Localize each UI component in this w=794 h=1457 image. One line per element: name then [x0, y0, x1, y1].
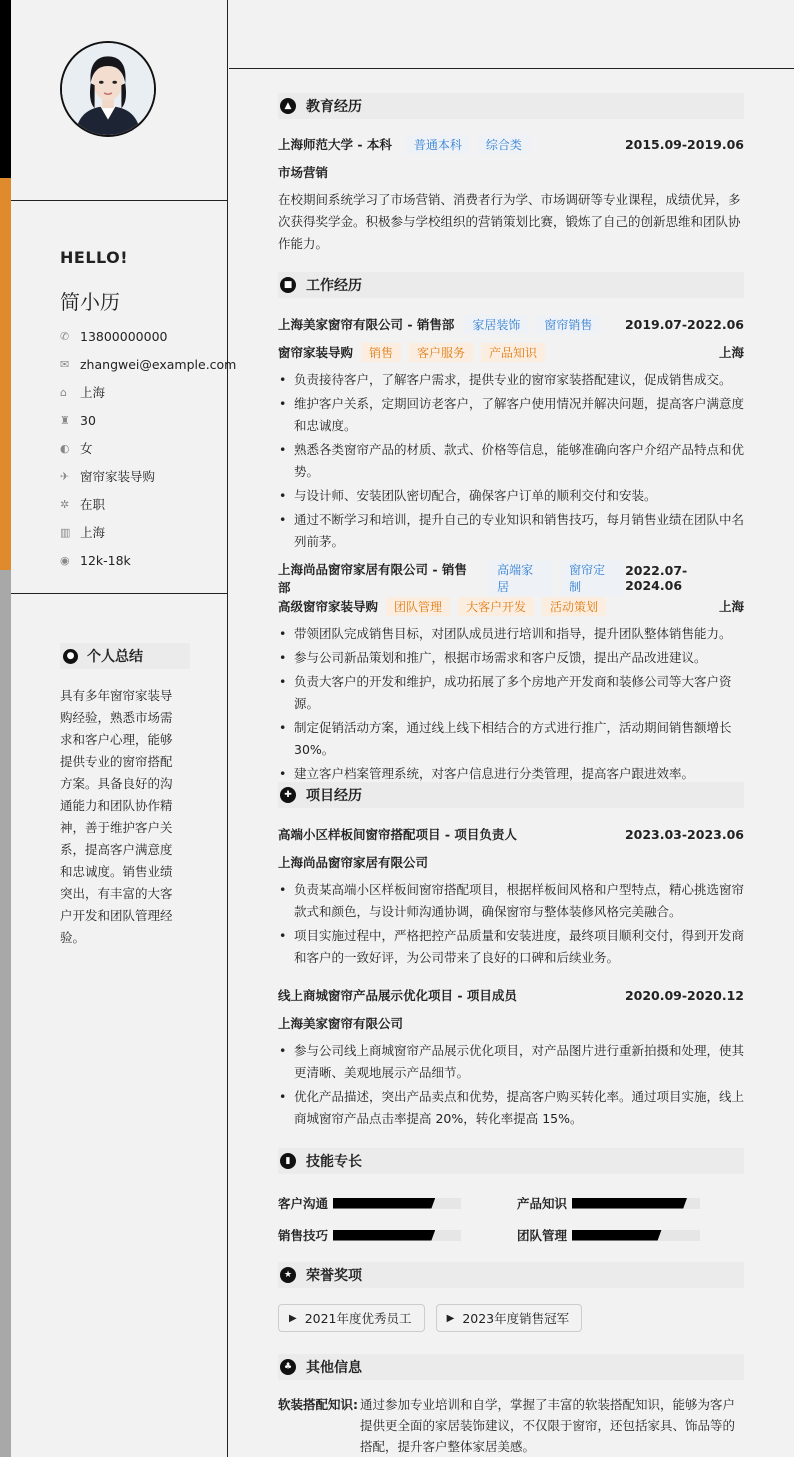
skill-bar — [572, 1230, 700, 1241]
award-item — [436, 1304, 583, 1332]
job-skill-tag: 团队管理 — [386, 597, 450, 616]
other-key: 软装搭配知识: — [278, 1397, 358, 1412]
award-item — [278, 1304, 425, 1332]
list-item: • 建立客户档案管理系统，对客户信息进行分类管理，提高客户跟进效率。 — [278, 763, 744, 785]
skills-heading — [278, 1148, 744, 1174]
contact-text: 女 — [80, 441, 93, 456]
award-label: 2023年度销售冠军 — [462, 1311, 570, 1326]
contact-row — [60, 406, 228, 434]
job-entry — [278, 313, 744, 553]
summary-title: 个人总结 — [87, 649, 143, 665]
project-date: 2020.09-2020.12 — [624, 987, 744, 1003]
project-date: 2023.03-2023.06 — [624, 826, 744, 842]
work-heading — [278, 272, 744, 298]
list-item: • 通过不断学习和培训，提升自己的专业知识和销售技巧，每月销售业绩在团队中名列前茅。 — [278, 509, 744, 553]
other-value: 通过参加专业培训和自学，掌握了丰富的软装搭配知识，能够为客户提供更全面的家居装饰建议，不仅限于窗帘，还包括家具、饰品等的搭配，提升客户整体家居美感。 — [360, 1397, 736, 1454]
work-title: 工作经历 — [306, 278, 362, 294]
contact-text: 12k-18k — [80, 552, 131, 568]
candidate-name: 简小历 — [60, 290, 120, 314]
job-skill-tag: 活动策划 — [542, 597, 606, 616]
sidebar — [11, 0, 237, 1457]
contact-text: 30 — [80, 412, 96, 428]
contact-row — [60, 434, 228, 462]
briefcase-icon: ■ — [280, 277, 296, 293]
summary-text: 具有多年窗帘家装导购经验，熟悉市场需求和客户心理，能够提供专业的窗帘搭配方案。具备良好的沟通能力和团队协作精神，善于维护客户关系，提高客户满意度和忠诚度。销售业绩突出，有丰富的大客户开发和团队管理经验。 — [60, 688, 173, 945]
contact-row — [60, 490, 228, 518]
job-entry — [278, 562, 744, 785]
left-color-stripe — [0, 0, 11, 1457]
medal-icon: ★ — [280, 1267, 296, 1283]
school-name: 上海师范大学 - 本科 — [278, 137, 392, 152]
age-icon: ♜ — [60, 413, 70, 427]
job-company-row — [278, 562, 744, 595]
skill-bar — [333, 1230, 461, 1241]
skill-item — [278, 1194, 461, 1212]
job-company: 上海尚品窗帘家居有限公司 - 销售部 — [278, 562, 467, 595]
graduation-cap-icon: ▲ — [280, 98, 296, 114]
education-row — [278, 133, 744, 155]
list-item: • 熟悉各类窗帘产品的材质、款式、价格等信息，能够准确向客户介绍产品特点和优势。 — [278, 439, 744, 483]
list-item: • 项目实施过程中，严格把控产品质量和安装进度，最终项目顺利交付，得到开发商和客户的一致好评，为公司带来了良好的口碑和后续业务。 — [278, 925, 744, 969]
contact-text: 上海 — [80, 525, 106, 540]
other-row — [278, 1394, 744, 1457]
skill-bar — [572, 1198, 700, 1209]
other-heading — [278, 1354, 744, 1380]
project-name-row — [278, 823, 744, 845]
skill-name: 销售技巧 — [278, 1228, 329, 1243]
stripe-black — [0, 0, 11, 178]
education-heading — [278, 93, 744, 119]
job-bullets — [278, 623, 744, 785]
contact-row — [60, 518, 228, 546]
projects-heading — [278, 782, 744, 808]
award-label: 2021年度优秀员工 — [304, 1311, 412, 1326]
skill-bar-fill — [572, 1230, 662, 1241]
skill-bar-fill — [333, 1198, 435, 1209]
other-section — [278, 1354, 744, 1457]
skill-name: 产品知识 — [517, 1196, 568, 1211]
job-tag: 窗帘定制 — [561, 560, 625, 596]
contact-text: zhangwei@example.com — [80, 356, 237, 372]
job-position-row — [278, 595, 744, 617]
email-icon: ✉ — [60, 357, 70, 371]
contact-row — [60, 378, 228, 406]
education-date: 2015.09-2019.06 — [624, 136, 744, 152]
job-skill-tag: 销售 — [361, 343, 401, 362]
play-triangle-icon: ▶ — [446, 1312, 455, 1324]
job-position-row — [278, 341, 744, 363]
education-title: 教育经历 — [306, 99, 362, 115]
skill-name: 团队管理 — [517, 1228, 568, 1243]
contact-row — [60, 462, 228, 490]
summary-heading — [60, 643, 190, 669]
list-item: • 负责某高端小区样板间窗帘搭配项目，根据样板间风格和户型特点，精心挑选窗帘款式和颜色，与设计师沟通协调，确保窗帘与整体装修风格完美融合。 — [278, 879, 744, 923]
skills-title: 技能专长 — [306, 1154, 362, 1170]
skills-section — [278, 1148, 744, 1248]
other-title: 其他信息 — [306, 1360, 362, 1376]
job-skill-tag: 客户服务 — [409, 343, 473, 362]
play-triangle-icon: ▶ — [289, 1312, 297, 1324]
list-item: • 负责接待客户，了解客户需求，提供专业的窗帘家装搭配建议，促成销售成交。 — [278, 369, 744, 391]
project-bullets — [278, 879, 744, 969]
list-item: • 参与公司线上商城窗帘产品展示优化项目，对产品图片进行重新拍摄和处理，使其更清晰、美观地展示产品细节。 — [278, 1040, 744, 1084]
main-content — [229, 0, 794, 1457]
contact-text: 在职 — [80, 497, 106, 512]
job-position: 高级窗帘家装导购 — [278, 599, 379, 614]
project-name: 线上商城窗帘产品展示优化项目 - 项目成员 — [278, 988, 517, 1003]
work-section — [278, 272, 744, 787]
avatar — [60, 41, 156, 137]
projects-title: 项目经历 — [306, 788, 362, 804]
projects-section — [278, 782, 744, 1132]
major-name: 市场营销 — [278, 165, 329, 180]
home-icon: ⌂ — [60, 385, 67, 399]
city-icon: ▥ — [60, 525, 71, 539]
project-bullets — [278, 1040, 744, 1130]
user-icon: ● — [63, 649, 78, 664]
hello-heading: HELLO! — [60, 248, 129, 267]
education-description: 在校期间系统学习了市场营销、消费者行为学、市场调研等专业课程，成绩优异，多次获得奖学金。积极参与学校组织的营销策划比赛，锻炼了自己的创新思维和团队协作能力。 — [278, 192, 741, 251]
stripe-orange — [0, 178, 11, 570]
education-section — [278, 93, 744, 255]
project-entry — [278, 823, 744, 969]
salary-icon: ◉ — [60, 553, 70, 567]
job-bullets — [278, 369, 744, 553]
project-entry — [278, 984, 744, 1130]
education-tag: 综合类 — [478, 135, 530, 154]
project-company: 上海尚品窗帘家居有限公司 — [278, 855, 429, 870]
major-row — [278, 161, 744, 183]
skill-bar-fill — [572, 1198, 687, 1209]
contact-list — [60, 322, 237, 574]
contact-row — [60, 322, 228, 350]
contact-text: 13800000000 — [80, 328, 168, 344]
job-icon: ✈ — [60, 469, 70, 483]
awards-title: 荣誉奖项 — [306, 1268, 362, 1284]
project-company: 上海美家窗帘有限公司 — [278, 1016, 404, 1031]
project-name-row — [278, 984, 744, 1006]
list-item: • 制定促销活动方案，通过线上线下相结合的方式进行推广，活动期间销售额增长30%。 — [278, 717, 744, 761]
stripe-gray — [0, 570, 11, 1457]
list-item: • 维护客户关系，定期回访老客户，了解客户使用情况并解决问题，提高客户满意度和忠诚度。 — [278, 393, 744, 437]
job-company-row — [278, 313, 744, 335]
contact-text: 窗帘家装导购 — [80, 469, 156, 484]
avatar-portrait-icon — [62, 43, 154, 135]
skill-name: 客户沟通 — [278, 1196, 329, 1211]
job-city: 上海 — [718, 345, 744, 360]
contact-row — [60, 546, 228, 574]
list-item: • 参与公司新品策划和推广，根据市场需求和客户反馈，提出产品改进建议。 — [278, 647, 744, 669]
skill-bar-fill — [333, 1230, 435, 1241]
job-position: 窗帘家装导购 — [278, 345, 354, 360]
awards-section — [278, 1262, 744, 1332]
job-skill-tag: 产品知识 — [481, 343, 545, 362]
job-tag: 高端家居 — [489, 560, 553, 596]
contact-row — [60, 350, 237, 378]
education-tag: 普通本科 — [406, 135, 470, 154]
contact-text: 上海 — [80, 385, 106, 400]
job-date: 2022.07-2024.06 — [625, 563, 688, 593]
grid-icon: ✚ — [280, 787, 296, 803]
job-city: 上海 — [718, 599, 744, 614]
project-company-row — [278, 851, 744, 873]
job-skill-tag: 大客户开发 — [458, 597, 534, 616]
list-item: • 负责大客户的开发和维护，成功拓展了多个房地产开发商和装修公司等大客户资源。 — [278, 671, 744, 715]
project-company-row — [278, 1012, 744, 1034]
awards-list — [278, 1304, 744, 1332]
list-item: • 带领团队完成销售目标，对团队成员进行培训和指导，提升团队整体销售能力。 — [278, 623, 744, 645]
sidebar-divider — [11, 200, 228, 201]
bar-chart-icon: ▮ — [280, 1153, 296, 1169]
awards-heading — [278, 1262, 744, 1288]
phone-icon: ✆ — [60, 329, 70, 343]
skill-bar — [333, 1198, 461, 1209]
gender-icon: ◐ — [60, 441, 70, 455]
project-name: 高端小区样板间窗帘搭配项目 - 项目负责人 — [278, 827, 517, 842]
list-item: • 与设计师、安装团队密切配合，确保客户订单的顺利交付和安装。 — [278, 485, 744, 507]
job-company: 上海美家窗帘有限公司 - 销售部 — [278, 317, 455, 332]
job-date: 2019.07-2022.06 — [624, 316, 744, 332]
skill-item — [278, 1226, 461, 1244]
people-icon: ♣ — [280, 1359, 296, 1375]
list-item: • 优化产品描述，突出产品卖点和优势，提高客户购买转化率。通过项目实施，线上商城窗帘产品点击率提高 20%，转化率提高 15%。 — [278, 1086, 744, 1130]
sidebar-divider — [11, 593, 228, 594]
skill-item — [517, 1226, 700, 1244]
job-tag: 窗帘销售 — [536, 315, 600, 334]
skill-item — [517, 1194, 700, 1212]
status-icon: ✲ — [60, 497, 70, 511]
job-tag: 家居装饰 — [464, 315, 528, 334]
